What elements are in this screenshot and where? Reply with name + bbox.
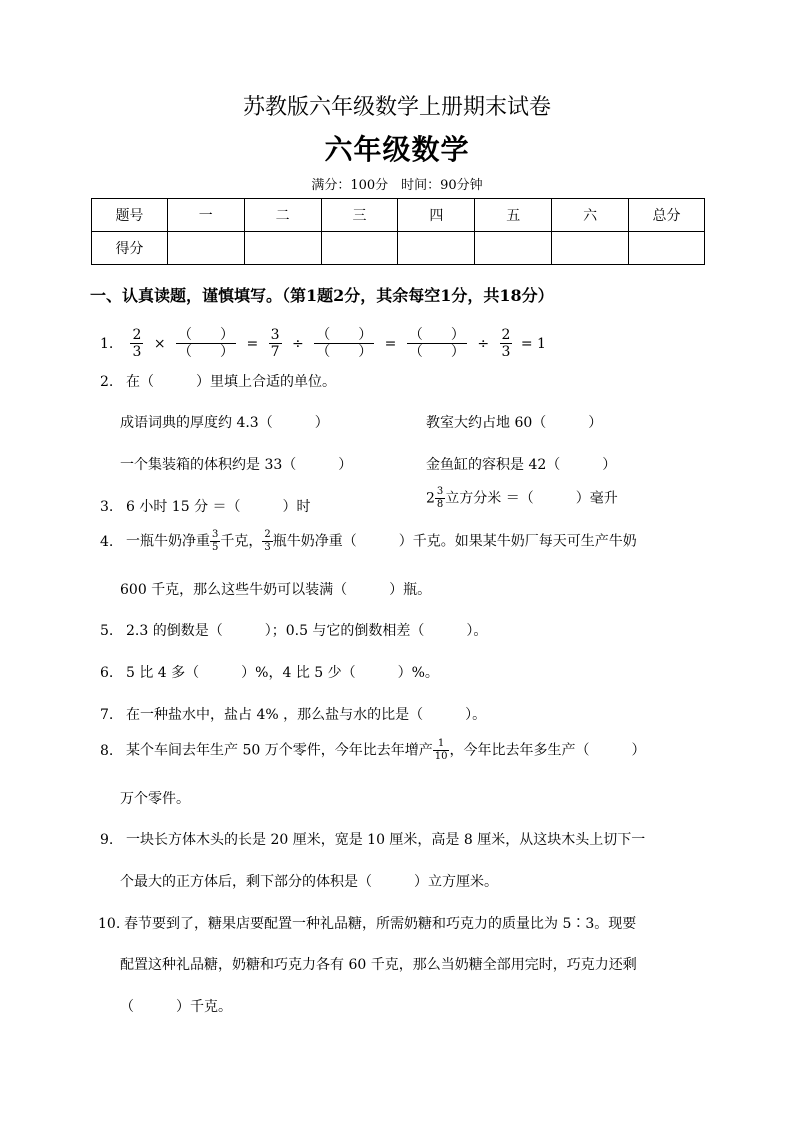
question-4-line2: 600 千克，那么这些牛奶可以装满（ ）瓶。 [120, 582, 432, 598]
operator: = 1 [520, 335, 546, 352]
table-cell: 三 [321, 199, 398, 232]
table-cell: 一 [167, 199, 244, 232]
mixed-number-whole: 2 [426, 490, 435, 507]
operator: ÷ [292, 335, 304, 352]
question-4 [100, 530, 637, 553]
operator: = [246, 335, 259, 352]
table-cell: 题号 [92, 199, 168, 232]
table-cell: 六 [552, 199, 629, 232]
score-input-cell[interactable] [475, 232, 552, 265]
question-text: 在一种盐水中，盐占 4% ，那么盐与水的比是（ ）。 [126, 707, 487, 723]
table-cell: 五 [475, 199, 552, 232]
question-text: 千克， [220, 533, 263, 550]
question-number: 3. [100, 499, 114, 515]
score-input-cell[interactable] [552, 232, 629, 265]
question-number: 8. [100, 742, 114, 759]
question-9 [100, 830, 645, 850]
score-input-cell[interactable] [398, 232, 475, 265]
table-cell: 总分 [629, 199, 705, 232]
table-row [92, 199, 705, 232]
answer-blank[interactable]: $\frac{( )}{( )}$ [316, 327, 373, 360]
score-input-cell[interactable] [244, 232, 321, 265]
score-table [91, 198, 705, 265]
operator: ÷ [477, 335, 490, 352]
table-cell: 四 [398, 199, 475, 232]
question-number: 7. [100, 707, 114, 723]
answer-blank[interactable]: $\frac{( )}{( )}$ [408, 327, 465, 360]
question-number: 2. [100, 374, 114, 390]
exam-info: 满分：100分 时间：90分钟 [311, 178, 483, 193]
question-text: 6 小时 15 分 ＝（ ）时 [126, 499, 311, 515]
fraction: $\frac{3}{5}$ [212, 529, 219, 553]
fraction: $\frac{3}{7}$ [270, 327, 280, 360]
question-2-item: 一个集装箱的体积约是 33（ ） [120, 457, 353, 473]
question-number: 6. [100, 665, 114, 681]
score-input-cell[interactable] [321, 232, 398, 265]
question-2-item: 成语词典的厚度约 4.3（ ） [120, 415, 329, 431]
question-5 [100, 621, 487, 641]
section-heading: 一、认真读题，谨慎填写。（第1题2分，其余每空1分，共18分） [90, 286, 554, 305]
question-text: ，今年比去年多生产（ ） [449, 742, 646, 759]
table-cell: 得分 [92, 232, 168, 265]
fraction: $\frac{2}{3}$ [132, 327, 142, 360]
question-number: 5. [100, 623, 114, 639]
exam-title: 苏教版六年级数学上册期末试卷 [242, 95, 551, 120]
table-cell: 二 [244, 199, 321, 232]
question-number: 10. [98, 916, 121, 932]
question-8-line2: 万个零件。 [120, 791, 190, 807]
table-row [92, 232, 705, 265]
score-input-cell[interactable] [167, 232, 244, 265]
question-number: 1. [100, 335, 114, 352]
question-2-item: 金鱼缸的容积是 42（ ） [426, 457, 617, 473]
question-text: 一瓶牛奶净重 [126, 533, 210, 550]
question-text: 5 比 4 多（ ）%，4 比 5 少（ ）%。 [126, 665, 439, 681]
fraction: $\frac{1}{10}$ [434, 738, 448, 762]
question-text: 春节要到了，糖果店要配置一种礼品糖，所需奶糖和巧克力的质量比为 5∶3。现要 [124, 916, 637, 932]
question-text: 立方分米 ＝（ ）毫升 [445, 490, 618, 507]
operator: = [384, 335, 397, 352]
question-8 [100, 739, 645, 762]
question-10-line2: 配置这种礼品糖，奶糖和巧克力各有 60 千克，那么当奶糖全部用完时，巧克力还剩 [120, 957, 637, 973]
question-10-line3: （ ）千克。 [120, 999, 232, 1015]
fraction: $\frac{3}{8}$ [436, 486, 444, 510]
question-number: 9. [100, 832, 114, 848]
fraction: $\frac{2}{3}$ [501, 327, 511, 360]
question-9-line2: 个最大的正方体后，剩下部分的体积是（ ）立方厘米。 [120, 874, 498, 890]
answer-blank[interactable]: $\frac{( )}{( )}$ [178, 327, 235, 360]
fraction: $\frac{2}{3}$ [264, 529, 271, 553]
question-number: 4. [100, 533, 114, 550]
question-2-item: 教室大约占地 60（ ） [426, 415, 603, 431]
question-7 [100, 705, 486, 725]
question-3-item [426, 487, 618, 510]
operator: × [153, 335, 166, 352]
question-2 [100, 372, 336, 392]
score-input-cell[interactable] [629, 232, 705, 265]
question-text: 在（ ）里填上合适的单位。 [126, 374, 336, 390]
question-3 [100, 497, 311, 517]
question-text: 瓶牛奶净重（ ）千克。如果某牛奶厂每天可生产牛奶 [272, 533, 637, 550]
question-1 [100, 328, 546, 359]
question-text: 一块长方体木头的长是 20 厘米，宽是 10 厘米，高是 8 厘米，从这块木头上切下一 [126, 832, 646, 848]
question-10 [98, 914, 636, 934]
exam-subtitle: 六年级数学 [324, 133, 470, 166]
question-text: 2.3 的倒数是（ ）；0.5 与它的倒数相差（ ）。 [126, 623, 488, 639]
question-6 [100, 663, 439, 683]
question-text: 某个车间去年生产 50 万个零件，今年比去年增产 [126, 742, 433, 759]
